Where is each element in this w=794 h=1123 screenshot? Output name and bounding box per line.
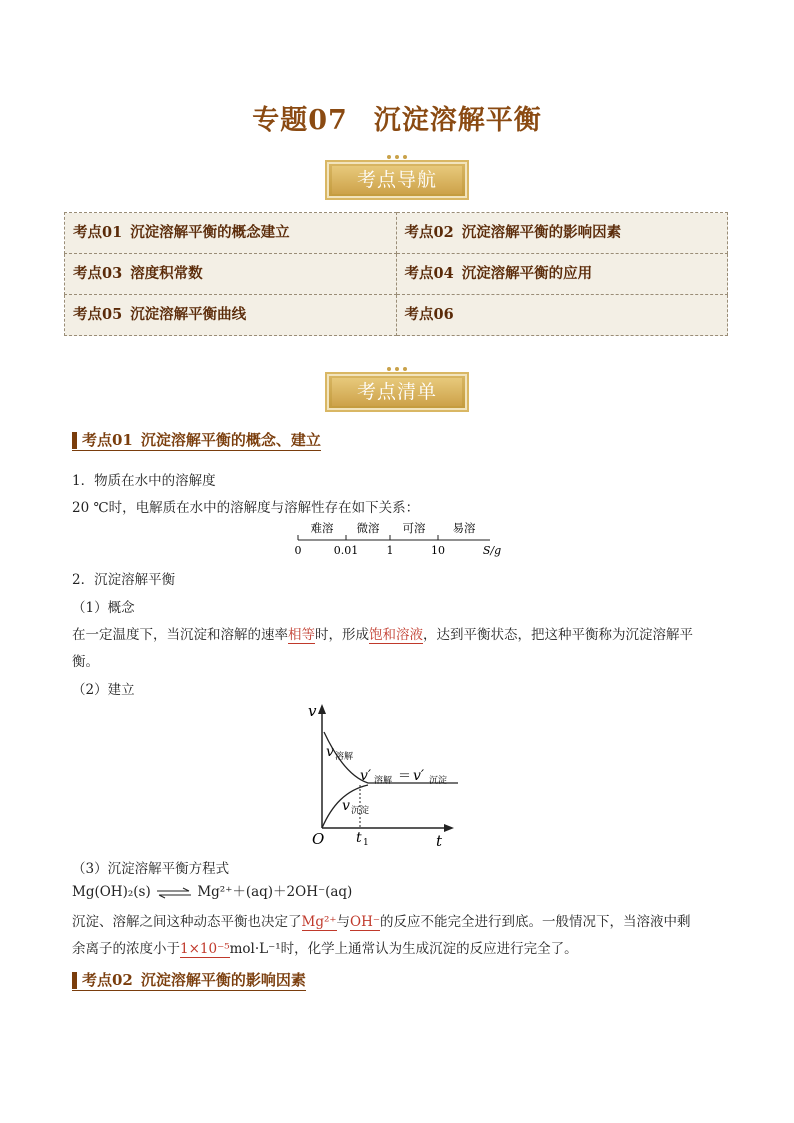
svg-text:1: 1 [363, 838, 369, 848]
blank-equal: 相等 [288, 627, 315, 643]
nav-item-01[interactable]: 考点01 沉淀溶解平衡的概念建立 [65, 213, 397, 254]
nav-item-05[interactable]: 考点05 沉淀溶解平衡曲线 [65, 295, 397, 336]
svg-text:沉淀: 沉淀 [429, 776, 448, 786]
v-precip-label: v [342, 798, 350, 814]
rate-time-graph [298, 700, 468, 850]
text-equilibrium-heading: 2．沉淀溶解平衡 [72, 572, 176, 588]
v-prime-dissolve-label: v′ [360, 768, 372, 784]
nav-item-03[interactable]: 考点03 溶度积常数 [65, 254, 397, 295]
topic-navigation-table [64, 212, 728, 336]
text-equation-heading: （3）沉淀溶解平衡方程式 [72, 861, 230, 877]
svg-text:溶解: 溶解 [374, 776, 393, 786]
y-axis-label: v [308, 702, 317, 720]
scale-label-insoluble: 难溶 [310, 521, 334, 535]
blank-mg-ion: Mg²⁺ [301, 914, 337, 930]
x-axis-label: t [436, 832, 443, 850]
list-badge: 考点清单 [325, 364, 469, 410]
nav-badge: 考点导航 [325, 152, 469, 198]
scale-unit: S/g [482, 544, 502, 557]
v-dissolve-label: v [326, 744, 334, 760]
svg-text:＝: ＝ [398, 769, 412, 784]
text-concept-heading: （1）概念 [72, 600, 135, 616]
blank-concentration: 1×10⁻⁵ [180, 941, 230, 957]
scale-label-soluble: 可溶 [402, 521, 426, 535]
section-heading-02: 考点02 沉淀溶解平衡的影响因素 [72, 970, 306, 991]
svg-text:沉淀: 沉淀 [351, 806, 370, 816]
text-concept-line2: 衡。 [72, 654, 99, 670]
scale-tick-10: 10 [431, 544, 445, 557]
text-solubility-heading: 1．物质在水中的溶解度 [72, 473, 216, 489]
equilibrium-equation: Mg(OH)₂(s) Mg²⁺＋(aq)＋2OH⁻(aq) [72, 884, 353, 900]
scale-tick-0: 0 [294, 544, 302, 557]
text-paragraph-line1: 沉淀、溶解之间这种动态平衡也决定了Mg²⁺与OH⁻的反应不能完全进行到底。一般情况下，当溶液中剩 [72, 914, 691, 930]
scale-label-readily: 易溶 [452, 521, 476, 535]
v-prime-precip-label: v′ [413, 768, 425, 784]
nav-item-02[interactable]: 考点02 沉淀溶解平衡的影响因素 [396, 213, 728, 254]
scale-tick-1: 1 [386, 544, 394, 557]
text-solubility-intro: 20 ℃时，电解质在水中的溶解度与溶解性存在如下关系： [72, 500, 420, 516]
t1-label: t [356, 830, 362, 846]
svg-text:溶解: 溶解 [335, 752, 354, 762]
solubility-scale [290, 518, 510, 562]
scale-label-slightly: 微溶 [356, 521, 380, 535]
blank-saturated-solution: 饱和溶液 [369, 627, 423, 643]
section-heading-01: 考点01 沉淀溶解平衡的概念、建立 [72, 430, 321, 451]
blank-oh-ion: OH⁻ [350, 914, 380, 930]
text-concept-line1: 在一定温度下，当沉淀和溶解的速率相等时，形成饱和溶液，达到平衡状态，把这种平衡称为沉淀溶解平 [72, 627, 693, 643]
scale-tick-001: 0.01 [333, 544, 359, 557]
origin-label: O [312, 830, 325, 848]
nav-item-04[interactable]: 考点04 沉淀溶解平衡的应用 [396, 254, 728, 295]
nav-item-06[interactable]: 考点06 [396, 295, 728, 336]
reversible-arrow-icon [155, 887, 193, 899]
text-establish-heading: （2）建立 [72, 682, 135, 698]
page-title: 专题07 沉淀溶解平衡 [252, 105, 542, 136]
text-paragraph-line2: 余离子的浓度小于1×10⁻⁵mol·L⁻¹时，化学上通常认为生成沉淀的反应进行完全了。 [72, 941, 578, 957]
